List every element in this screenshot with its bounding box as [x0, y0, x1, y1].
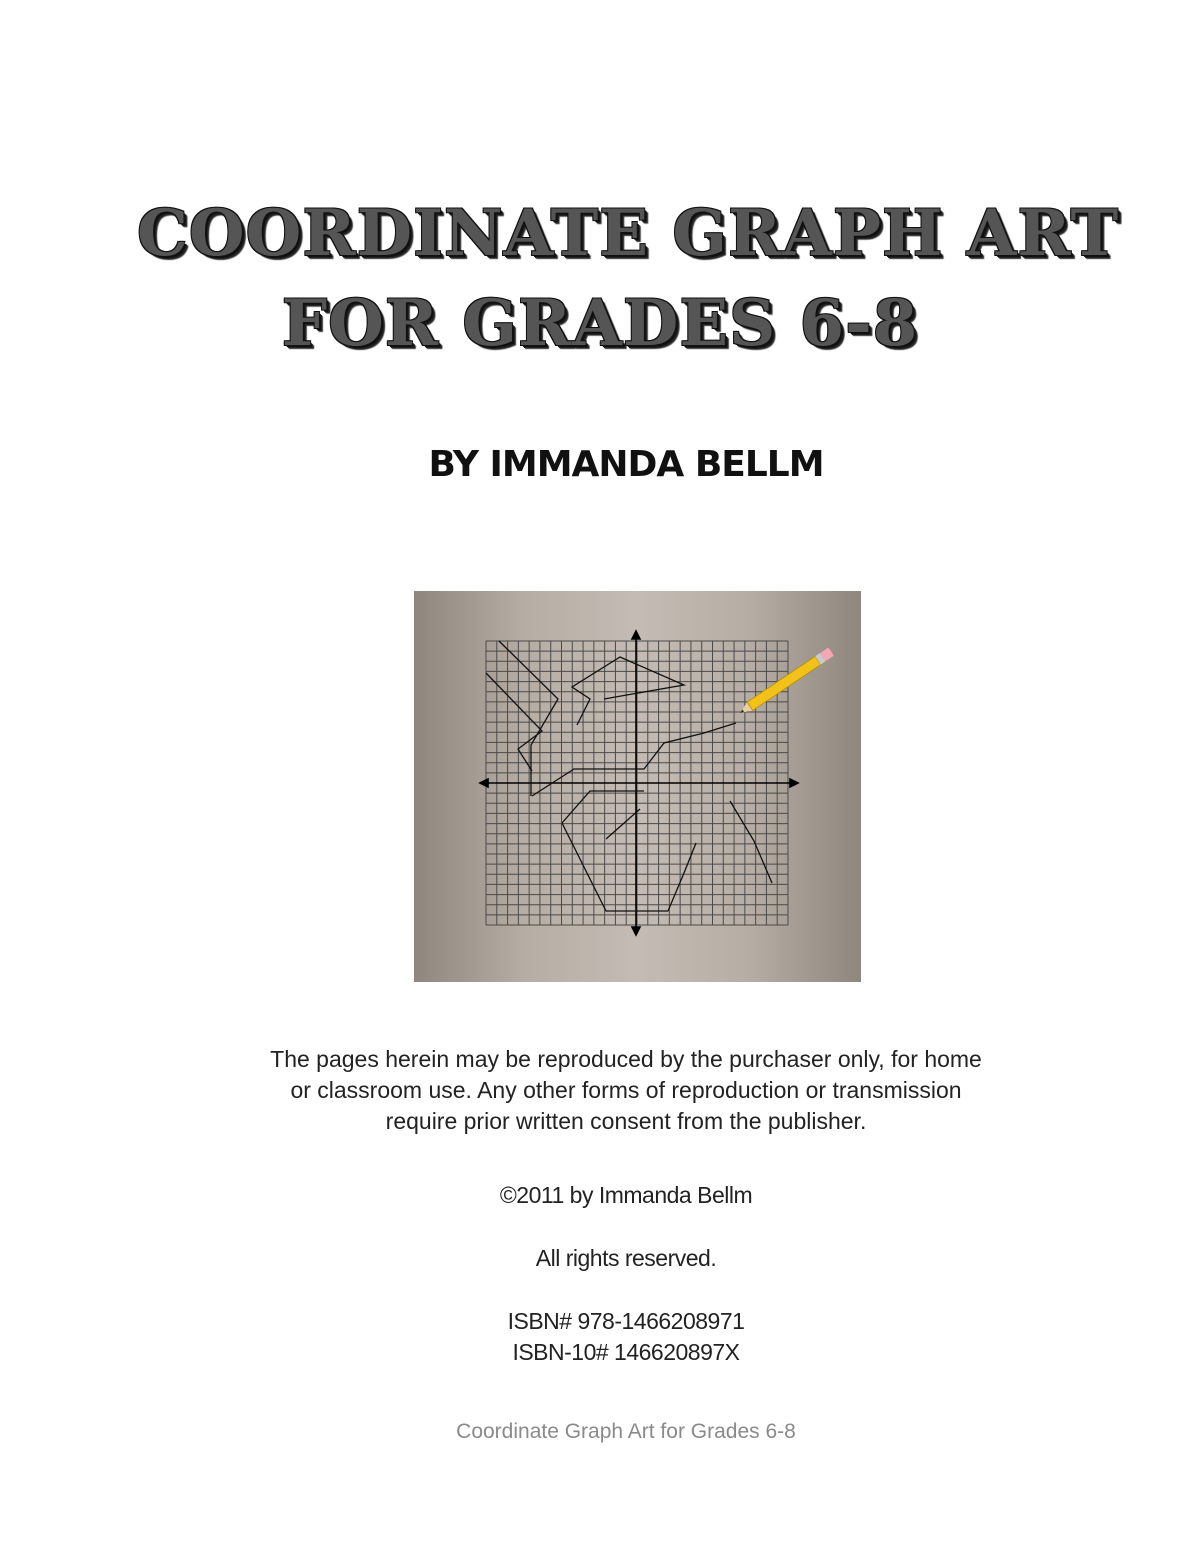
isbn13-line: ISBN# 978-1466208971: [507, 1308, 745, 1334]
page-footer: Coordinate Graph Art for Grades 6-8: [456, 1420, 796, 1443]
title-line-1: COORDINATE GRAPH ART: [136, 196, 1120, 271]
rights-line: All rights reserved.: [535, 1245, 717, 1271]
reproduction-notice: [0, 1044, 1200, 1137]
coordinate-graph-illustration: [414, 591, 861, 982]
isbn10-line: ISBN-10# 146620897X: [512, 1339, 740, 1365]
notice-line-1: The pages herein may be reproduced by the purchaser only, for home: [270, 1046, 982, 1072]
copyright-line: ©2011 by Immanda Bellm: [499, 1182, 753, 1208]
author-byline: BY IMMANDA BELLM: [428, 444, 824, 485]
notice-line-2: or classroom use. Any other forms of reproduction or transmission: [290, 1077, 962, 1103]
title-line-2: FOR GRADES 6-8: [281, 286, 919, 361]
notice-line-3: require prior written consent from the publisher.: [385, 1108, 867, 1134]
